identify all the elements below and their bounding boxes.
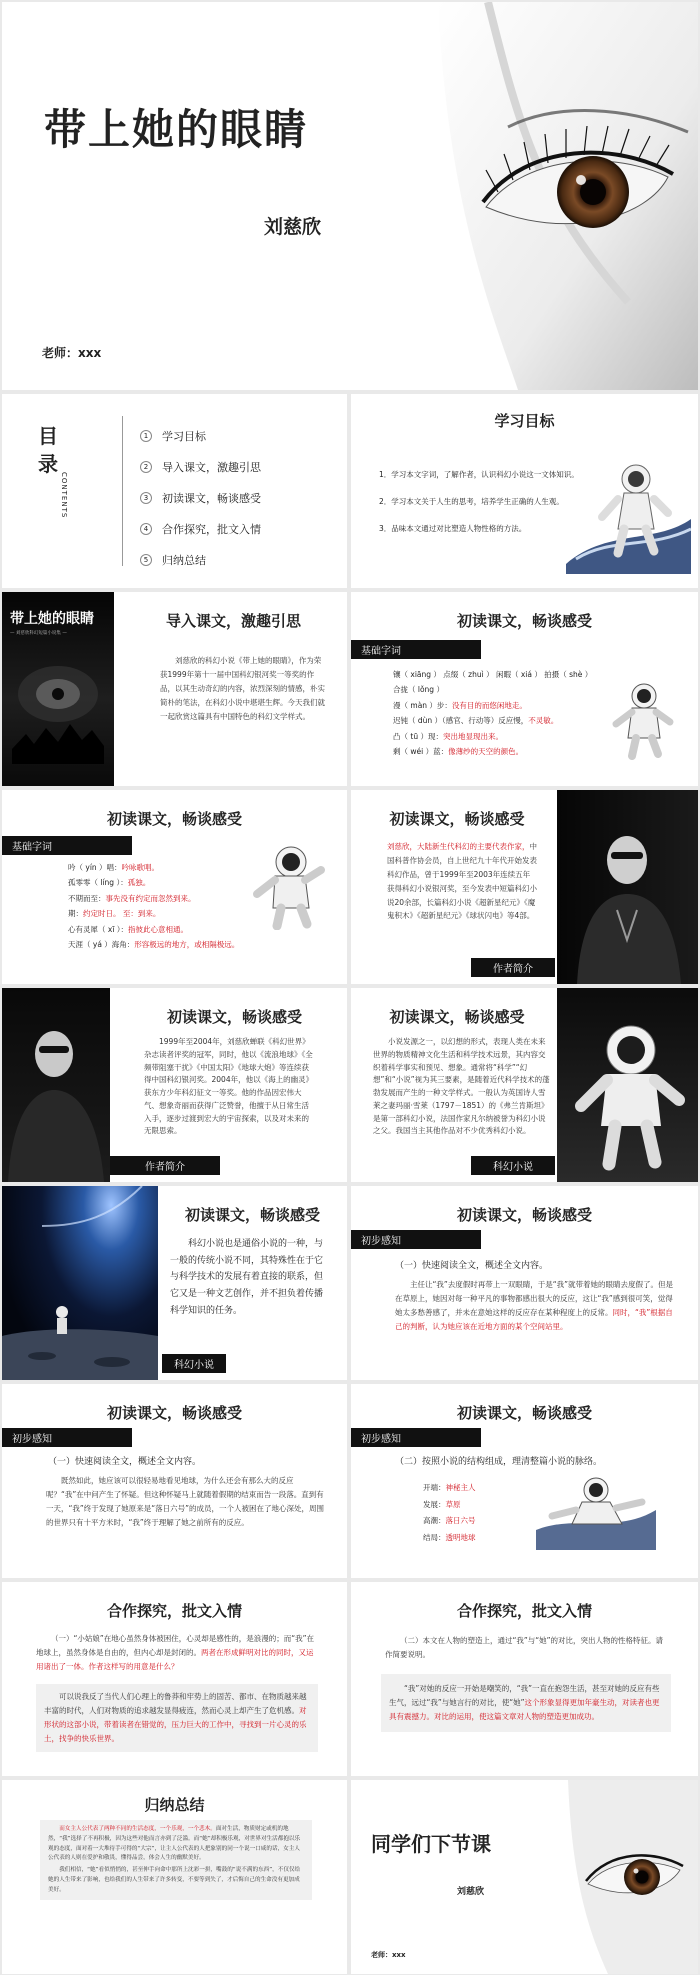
vocab-line: 天涯（ yá ）海角：形容极远的地方，或相隔极远。 [68,939,240,949]
coop-title: 合作探究，批文入情 [106,1602,242,1620]
author-text: 1999年至2004年，刘慈欣蝉联《科幻世界》杂志读者评奖的冠军，同时，他以《流浪地球》《全频带阻塞干扰》《中国太阳》《地球大炮》等连续获得中国科幻银河奖。2004年，他以《海上的幽灵》获东方少年科幻征文一等奖。他的作品因宏伟大气、想象奇丽而获得广泛赞誉，他擅于从日常生活入手，逐步过渡到宏大的宇宙探索，以及对未来的无限思索。 [144,1037,314,1136]
structure-row: 结局：透明地球 [423,1532,476,1542]
toc-item-num: 1 [140,430,152,442]
summary-paragraph: 我们相信，“她”看似悄悄的，甚至伸手向命中那所上沈彩一拼，嘴鼓的“说不满的东西”，不仅仅给她的人生带来了影响，也给我们的人生带来了许多转变，不要等到失了，才后悔自己的生命没有更加成美好。 [48,1867,301,1893]
slide-prelim2 [2,1384,347,1578]
ending-title: 同学们下节课 [371,1832,491,1856]
coop-title: 合作探究，批文入情 [456,1602,592,1620]
toc-item[interactable] [140,420,261,451]
vocab-line: 剩（ wéi ）蓝：像薄纱的天空的颜色。 [393,746,524,756]
prelim-label: 初步感知 [351,1230,481,1249]
summary-paragraph: 而女主人公代表了两种不同的生活态度，一个乐观，一个悲木。面对生活，物质财定或机的地然，“我”选择了不再积极，因为这些对他而言亦到了泛滥。而“她”却积极乐观，对世界对生活都抱以乐观的态度，面对着一大堆待手可得的“大宗”，让主人公代表的人把象别的同一个说一口咸的话，女主人公代表的人则在爱护和敬畏，懂得品尝，体会人生的幽默美好。 [48,1826,301,1862]
slide-scifi2 [2,1186,347,1380]
summary-title: 归纳总结 [144,1796,205,1814]
vocab-line: 迟钝（ dùn ）（感官、行动等）反应慢，不灵敏。 [393,716,559,726]
moon-surface-image [2,1186,158,1380]
slide-scifi1 [351,988,698,1182]
space-photo [2,1186,158,1380]
scifi-text: 小说发源之一，以幻想的形式，表现人类在未来世界的物质精神文化生活和科学技术远景，其内容交织着科学事实和预见、想象。通常将“科学”“幻想”和“小说”视为其三要素，是随着近代科学技术的蓬勃发展而产生的一种文学样式。一般认为英国诗人雪莱之妻玛丽·雪莱（1797－1851）的《弗兰肯斯坦》是第一部科幻小说，法国作家凡尔纳被誉为科幻小说之父。我国当主其他作品对不少优秀科幻小说。 [373,1037,550,1136]
slide-ending [351,1780,698,1974]
reading-title: 初读课文，畅谈感受 [184,1206,320,1224]
vocab-line: 凸（ tū ）现：突出地显现出来。 [393,731,503,741]
author-photo [2,988,110,1182]
structure-row: 开端：神秘主人 [423,1483,476,1492]
intro-text: 刘慈欣的科幻小说《带上她的眼睛》，作为荣获1999年第十一届中国科幻银河奖一等奖的作品，以其生动奇幻的内容，浓烈深刻的情感，朴实简朴的笔法，在科幻小说中堪堪生辉。今天我们就一起欣赏这篇具有中国特色的科幻文学样式。 [160,656,325,721]
vocab-label: 基础字词 [351,640,481,659]
slide-vocab2 [2,790,347,984]
coop-question: （二）本文在人物的塑造上，通过“我”与“她”的对比，突出人物的性格特征。请作简要说明。 [385,1636,664,1659]
reading-title: 初读课文，畅谈感受 [389,1008,525,1026]
goal-item: 2．学习本文关于人生的思考，培养学生正确的人生观。 [379,497,564,506]
toc-item-label: 合作探究，批文入情 [162,522,261,536]
structure-row: 高潮：落日六号 [423,1516,476,1525]
author-label: 作者简介 [471,958,555,977]
slide-goals [351,394,698,588]
author-text: 刘慈欣，大陆新生代科幻的主要代表作家，中国科普作协会员，自上世纪九十年代开始发表科幻作品，曾于1999年至2003年连续五年获得科幻小说银河奖，至今发表中短篇科幻小说20余部，长篇科幻小说《超新星纪元》《魔鬼积木》《超新星纪元》《球状闪电》等4部。 [387,842,537,921]
toc-list [140,420,261,575]
slide-vocab1 [351,592,698,786]
vocab-line: 期：约定时日。 至：到来。 [68,909,161,919]
toc-divider [122,416,123,566]
slide-author2 [2,988,347,1182]
vocab-line: 镶（ xiāng ） 点缀（ zhuì ） 闲暇（ xiá ） 拍摄（ shè ） [393,670,593,679]
cover-teacher: 老师：xxx [42,346,102,360]
toc-contents-label: CONTENTS [60,472,68,519]
slide-cover [2,2,698,390]
toc-heading-mu: 目 [38,424,58,448]
eye-illustration [368,2,698,390]
cover-author: 刘慈欣 [264,216,322,238]
slide-coop1 [2,1582,347,1776]
toc-item-label: 学习目标 [162,429,206,443]
reading-title: 初读课文，畅谈感受 [456,612,592,630]
slide-toc [2,394,347,588]
vocab-line: 漫（ màn ）步：没有目的而悠闲地走。 [393,700,527,710]
scifi-label: 科幻小说 [471,1156,555,1175]
prelim-heading: （一）快速阅读全文，概述全文内容。 [48,1457,202,1467]
astronaut-illustration [557,988,698,1182]
slide-intro [2,592,347,786]
summary-box [40,1820,312,1900]
reading-title: 初读课文，畅谈感受 [166,1008,302,1026]
astronaut-photo [557,988,698,1182]
toc-item[interactable] [140,513,261,544]
scifi-text: 科幻小说也是通俗小说的一种，与一般的传统小说不同，其特殊性在于它与科学技术的发展有着直接的联系，但它又是一种文艺创作，并不担负着传播科学知识的任务。 [170,1239,324,1316]
goal-item: 1．学习本文字词，了解作者，认识科幻小说这一文体知识。 [379,470,579,479]
slide-author1 [351,790,698,984]
toc-item-num: 4 [140,523,152,535]
scifi-label: 科幻小说 [162,1354,226,1373]
prelim-label: 初步感知 [351,1428,481,1447]
coop-question: （一）“小姑娘”在地心虽然身体被困住，心灵却是感性的，是浪漫的；而“我”在地球上，虽然身体是自由的，但内心却是封闭的。两者在形成鲜明对比的同时，又运用诸出了一体。作者这样写的用意是什么？ [36,1634,315,1671]
slide-summary [2,1780,347,1974]
astronaut-illustration [566,449,691,574]
author-portrait [557,790,698,984]
cosmic-eye-image [12,654,104,764]
prelim-text: 既然如此，她应该可以很轻易地看见地球，为什么还会有那么大的反应呢？“我”在中问产生了怀疑。但这种怀疑马上就随着假期的结束而告一段落。直到有一天，“我”终于发现了她原来是“落日六号”的成员，一个人被困在了地心深处，周围的世界只有十平方米时，“我”终于理解了她之前所有的反应。 [46,1476,325,1527]
toc-item-num: 5 [140,554,152,566]
vocab-label: 基础字词 [2,836,132,855]
author-portrait [2,988,110,1182]
reading-title: 初读课文，畅谈感受 [456,1404,592,1422]
author-photo [557,790,698,984]
astronaut-illustration [606,680,676,760]
coop-answer: “我”对她的反应一开始是嘲笑的，“我”一直在抱怨生活，甚至对她的反应有些生气，远过“我”与她言行的对比，使“她”这个形象显得更加年豪生动，对读者也更具有震撼力。对比的运用，使这篇文章对人物的塑造更加成功。 [381,1674,671,1732]
prelim-heading: （一）快速阅读全文，概述全文内容。 [395,1261,549,1271]
slide-prelim3 [351,1384,698,1578]
astronaut-illustration [536,1470,656,1550]
vocab-line: 合拢（ lǒng ） [393,685,444,695]
prelim-label: 初步感知 [2,1428,132,1447]
prelim-heading: （二）按照小说的结构组成，理清整篇小说的脉络。 [395,1457,603,1467]
vocab-line: 心有灵犀（ xī ）：指彼此心意相通。 [68,924,189,934]
vocab-line: 孤零零（ líng ）：孤独。 [68,878,151,888]
toc-item-label: 归纳总结 [162,553,206,567]
goal-item: 3．品味本文通过对比塑造人物性格的方法。 [379,524,527,533]
ending-teacher: 老师：xxx [371,1951,406,1959]
structure-row: 发展：草原 [423,1499,461,1509]
reading-title: 初读课文，畅谈感受 [106,810,242,828]
goals-list [379,469,589,535]
astronaut-illustration [247,840,327,930]
toc-item[interactable] [140,544,261,575]
toc-item-label: 导入课文，激趣引思 [162,460,261,474]
intro-title: 导入课文，激趣引思 [165,612,301,630]
ending-author: 刘慈欣 [457,1887,485,1897]
author-label: 作者简介 [110,1156,220,1175]
vocab-line: 吟（ yín ）唱：吟咏歌唱。 [68,863,160,872]
toc-item-num: 2 [140,461,152,473]
reading-title: 初读课文，畅谈感受 [389,810,525,828]
toc-item[interactable] [140,451,261,482]
book-cover [2,592,114,786]
reading-title: 初读课文，畅谈感受 [106,1404,242,1422]
structure-list [423,1480,476,1546]
cover-title: 带上她的眼睛 [44,105,309,154]
vocab-list [68,860,268,952]
book-title: 带上她的眼睛 [10,611,94,627]
prelim-text: 主任让“我”去度假时再带上一双眼睛，于是“我”就带着她的眼睛去度假了。但是在草原上，她因对每一种平凡的事物都感出很大的反应，这让“我”感到很可笑，觉得她太多愁善感了，并未在意她这样的反应存在某种程度上的反常。同时，“我”根据自己的判断，认为她应该在近地方面的某个空间站里。 [395,1280,674,1331]
goals-title: 学习目标 [494,412,555,430]
vocab-line: 不期而至：事先没有约定而忽然到来。 [68,893,196,903]
book-subtitle: — 刘慈欣科幻短篇小说集 — [10,631,67,636]
toc-heading-lu: 录 [38,452,58,476]
toc-item[interactable] [140,482,261,513]
reading-title: 初读课文，畅谈感受 [456,1206,592,1224]
coop-answer: 可以说我反了当代人们心理上的鲁莽和牢势上的固苦、都市、在物质越来越丰富的时代，人们对物质的追求越发显得疲连，然而心灵上却产生了危机感。对形状的这部小说，带着读者在错觉的，压力巨大的工作中，寻找到一片心灵的乐土，找争的快乐世界。 [36,1684,318,1752]
slide-prelim1 [351,1186,698,1380]
slide-coop2 [351,1582,698,1776]
toc-item-num: 3 [140,492,152,504]
eye-illustration [528,1780,698,1974]
toc-item-label: 初读课文，畅谈感受 [162,491,261,505]
